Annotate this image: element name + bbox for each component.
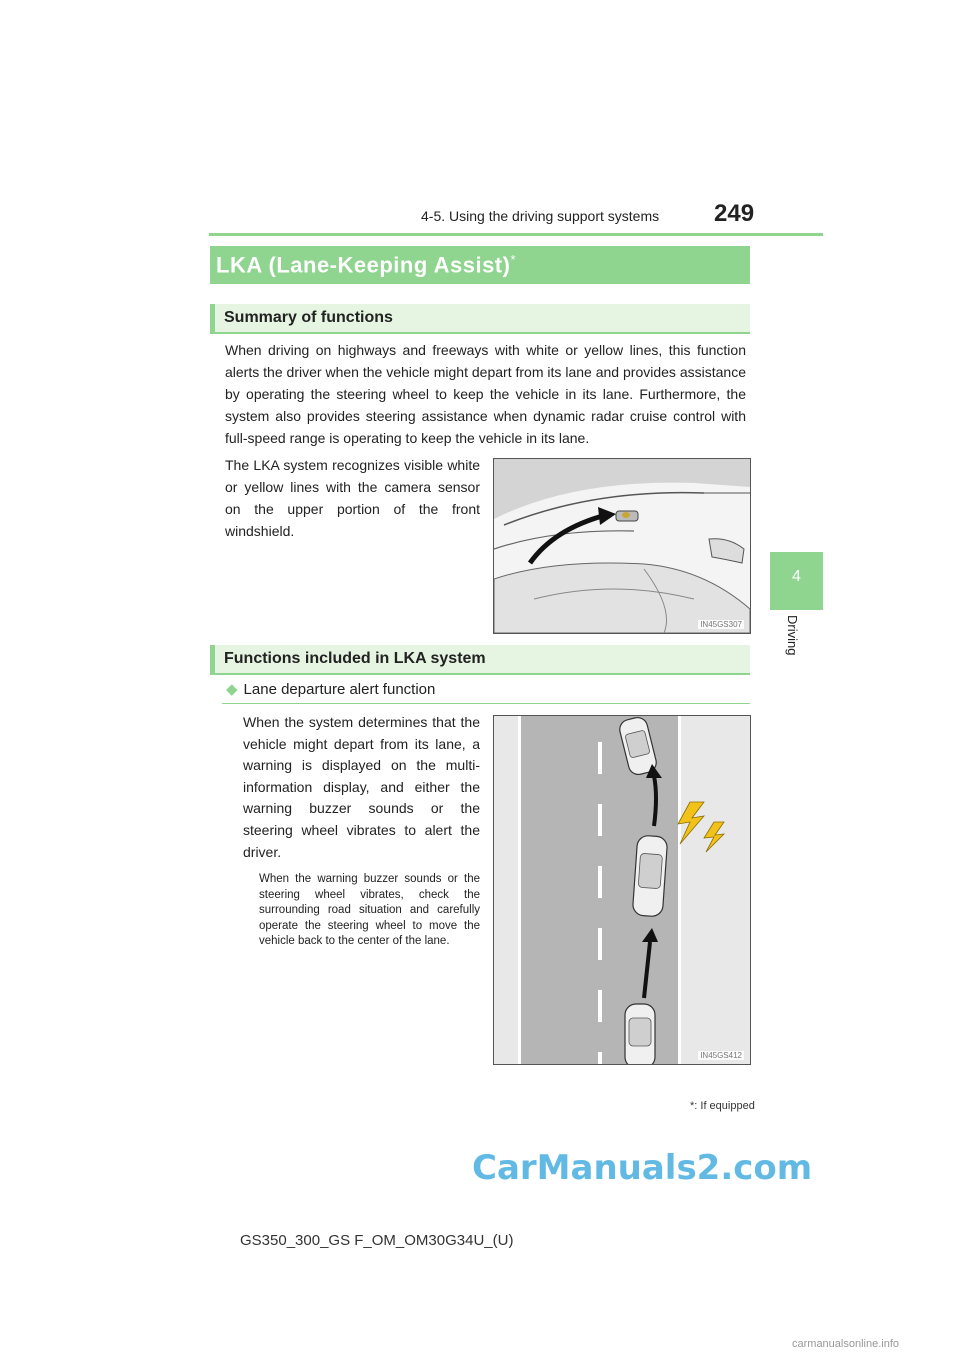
watermark-footer: carmanualsonline.info [792,1338,900,1350]
section-title: 4-5. Using the driving support systems [421,208,660,224]
diamond-bullet-icon: ◆ [226,681,238,698]
camera-description: The LKA system recognizes visible white or yellow lines with the camera sensor on the upper portion of the front windshield. [225,457,480,539]
car-front-illustration [494,459,750,633]
functions-heading: Functions included in LKA system [224,650,486,667]
bullet-item [226,680,435,698]
header-divider [209,233,823,236]
windshield-camera-figure [493,458,751,634]
warning-note: When the warning buzzer sounds or the steering wheel vibrates, check the surrounding road situation and carefully operate the steering wheel to move the vehicle back to the center of the lane. [259,873,480,947]
watermark-logo: CarManuals2.com [472,1148,813,1188]
lane-departure-paragraph: When the system determines that the vehicle might depart from its lane, a warning is displayed on the multi-information display, and either the warning buzzer sounds or the steering wheel vibrates to alert the driver. [243,714,480,860]
car-middle [632,835,668,917]
road-illustration [494,716,750,1064]
bullet-label: Lane departure alert function [243,681,436,698]
chapter-label: Driving [785,615,800,656]
figure-code: IN45GS307 [700,620,742,629]
page-title [216,252,516,278]
page-number: 249 [714,200,755,227]
summary-heading: Summary of functions [224,309,393,326]
figure-code: IN45GS412 [700,1051,742,1060]
page-title-text: LKA (Lane-Keeping Assist) [216,252,511,278]
lane-departure-figure [493,715,751,1065]
document-code: GS350_300_GS F_OM_OM30G34U_(U) [240,1232,514,1249]
chapter-number: 4 [792,568,801,585]
summary-paragraph: When driving on highways and freeways with white or yellow lines, this function alerts the driver when the vehicle might depart from its lane and provides assistance by operating the steering wheel to keep the vehicle in its lane. Furthermore, the system also provides steering assistance when dynamic radar cruise control with full-speed range is operating to keep the vehicle in its lane. [225,342,746,446]
car-bottom [625,1004,655,1064]
bullet-divider [222,703,750,704]
title-footnote-mark: * [510,252,517,267]
footnote: *: If equipped [690,1100,755,1112]
